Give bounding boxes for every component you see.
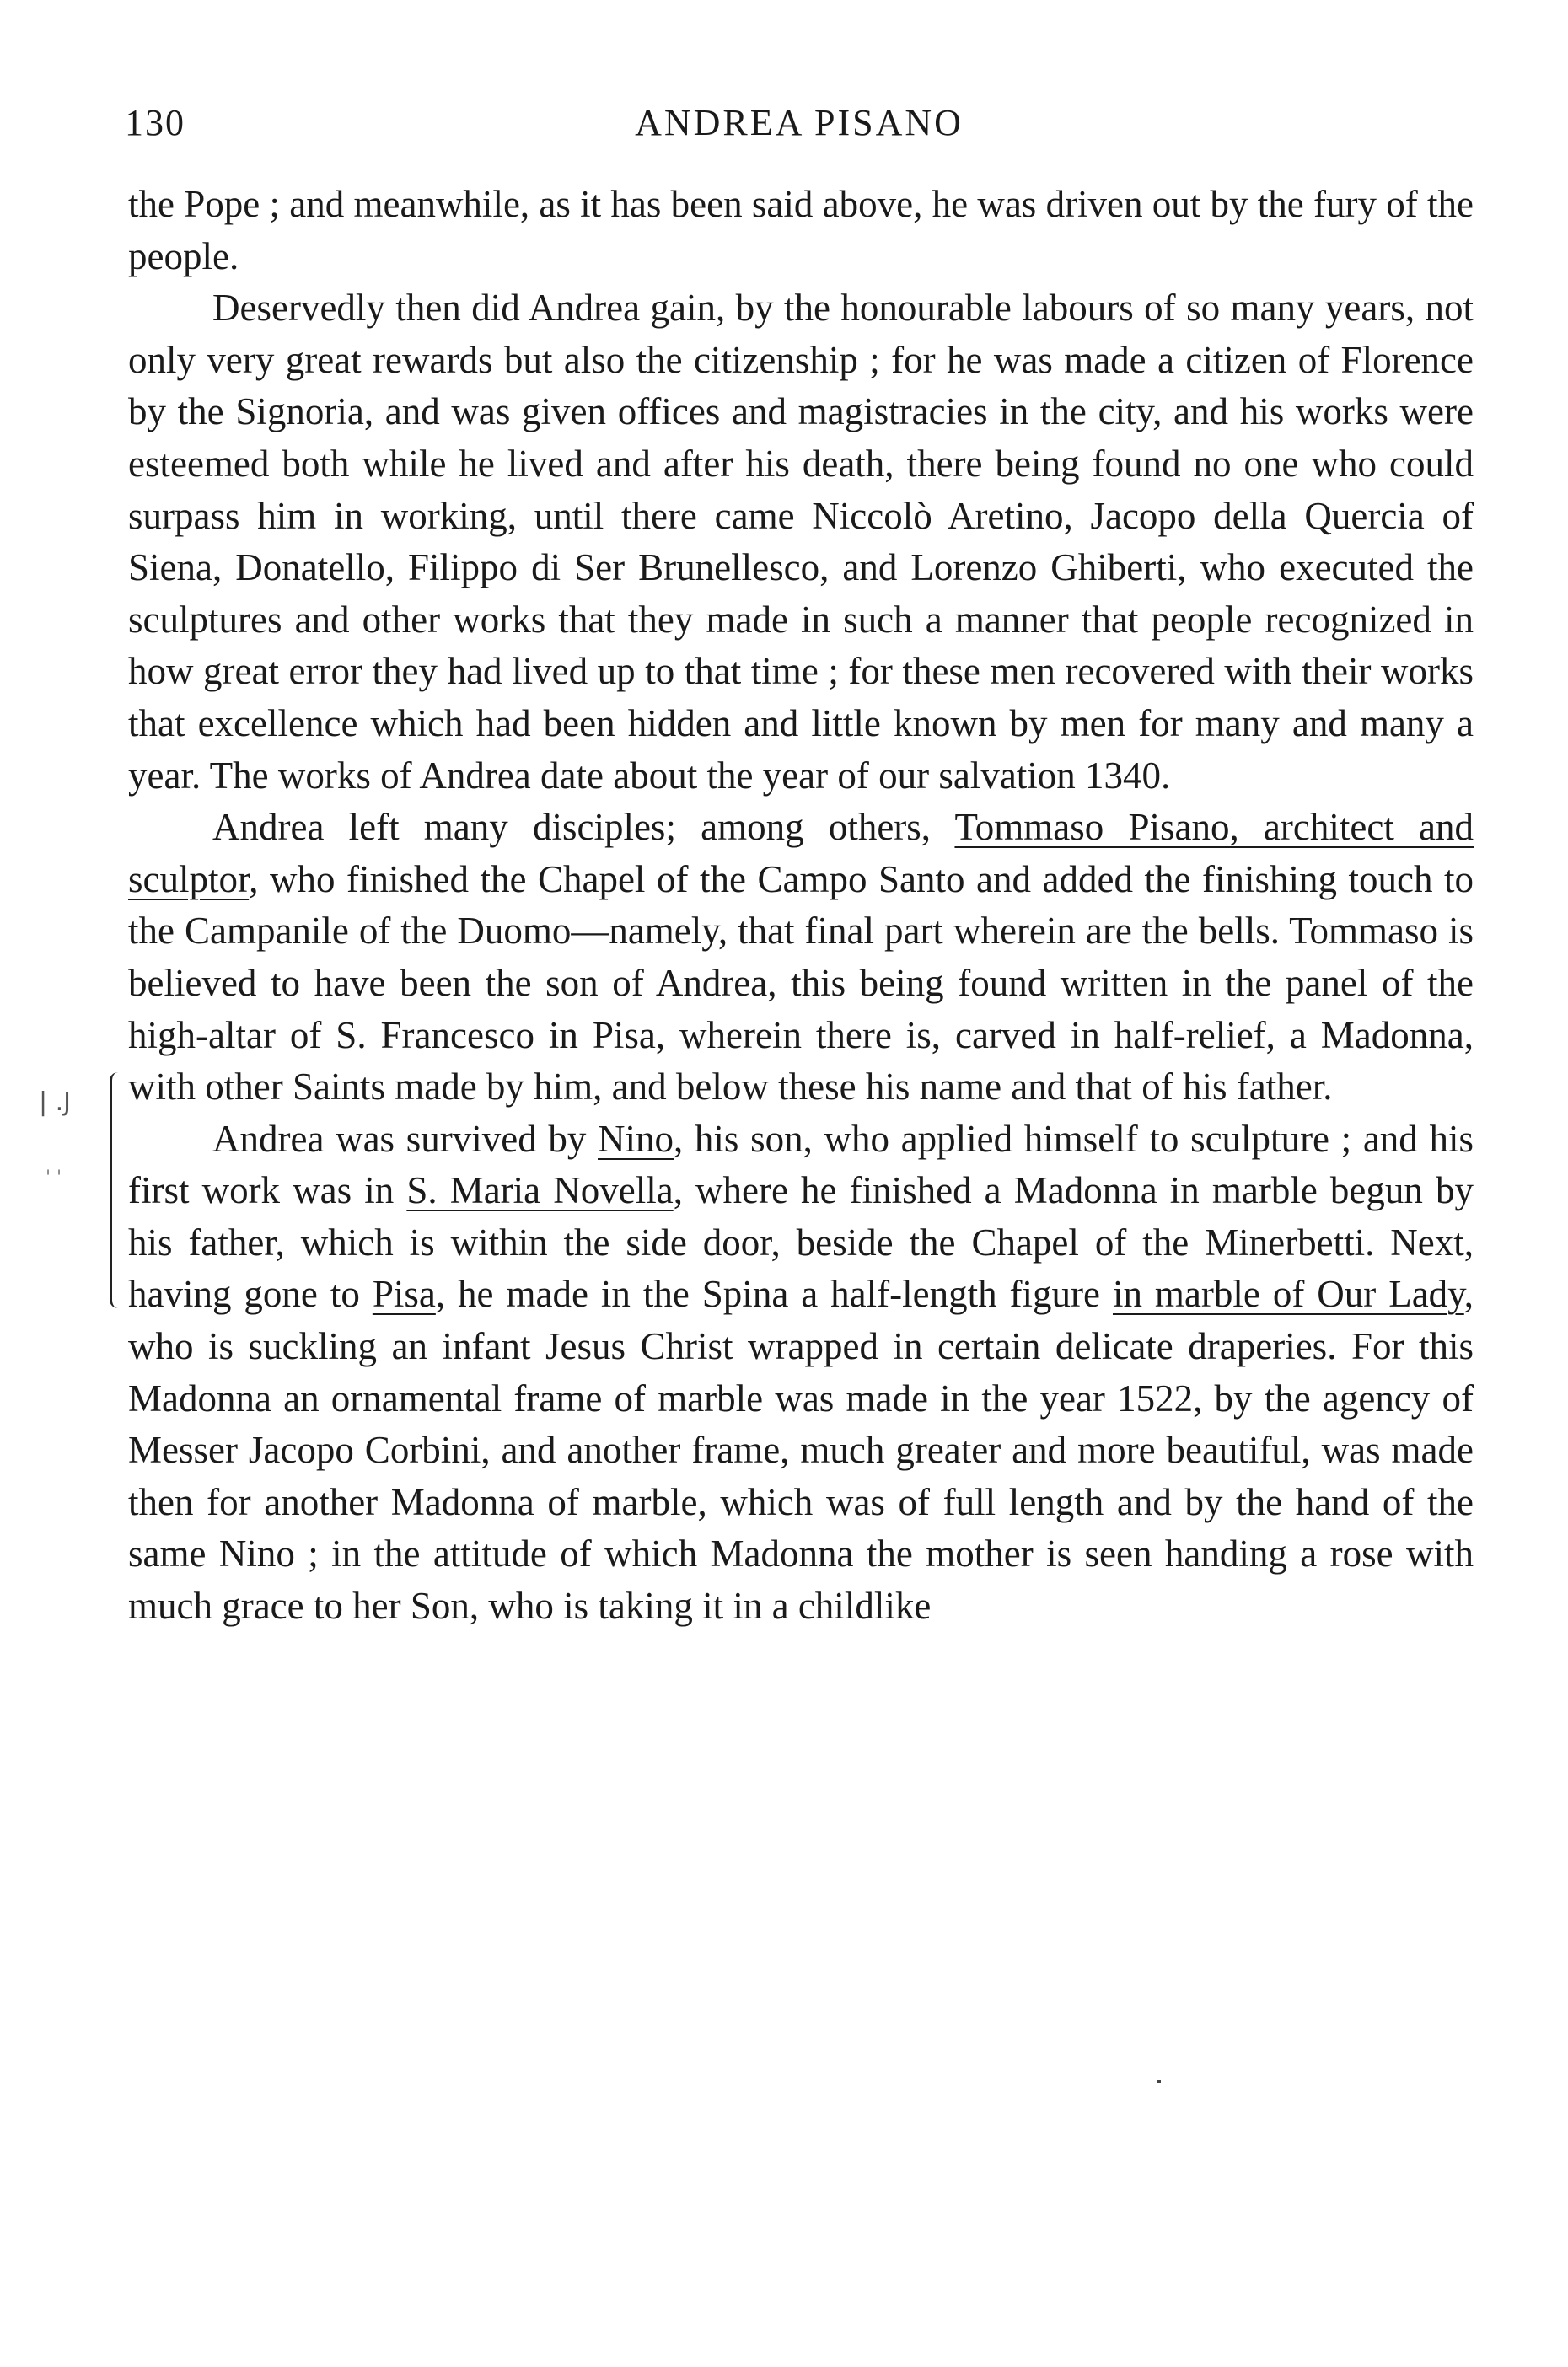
paragraph-4-text: , where he finished a Madonna in marble begun by his father, which is within the side door, beside the Chapel of the Minerbetti. Next, having gone to [128, 1169, 1474, 1316]
paragraph-4 [128, 1114, 1474, 1633]
underlined-phrase: Tommaso Pisano, architect and sculptor [128, 806, 1474, 900]
paragraph-4-text: , he made in the Spina a half-length figure [435, 1273, 1113, 1316]
underlined-phrase: in marble of Our Lady [1112, 1273, 1464, 1316]
paragraph-4-text: Andrea was survived by [212, 1117, 599, 1160]
paragraph-4-text: , who is suckling an infant Jesus Christ wrapped in certain delicate draperies. For this Madonna an ornamental frame of marble was made in the year 1522, by the agency of Messer Jacopo Corbini, and another frame, much greater and more beautiful, was made then for another Madonna of marble, which was of full length and by the hand of the same Nino ; in the attitude of which Madonna the mother is seen handing a rose with much grace to her Son, who is taking it in a childlike [128, 1273, 1474, 1628]
margin-bracket-mark [110, 1072, 126, 1308]
paragraph-2: Deservedly then did Andrea gain, by the honourable labours of so many years, not only very great rewards but also the citizenship ; for he was made a citizen of Florence by the Signoria, and was given offices and magistracies in the city, and his works were esteemed both while he lived and after his death, there being found no one who could surpass him in working, until there came Niccolò Aretino, Jacopo della Quercia of Siena, Donatello, Filippo di Ser Brunellesco, and Lorenzo Ghiberti, who executed the sculptures and other works that they made in such a manner that people recognized in how great error they had lived up to that time ; for these men recovered with their works that excellence which had been hidden and little known by men for many and many a year. The works of Andrea date about the year of our salvation 1340. [128, 287, 1474, 797]
page-number: 130 [125, 102, 185, 143]
body-text [128, 179, 1474, 1633]
stray-ink-mark [1157, 2080, 1161, 2083]
paragraph-4-text: , his son, who applied himself to sculpture ; and his first work was in [128, 1117, 1474, 1212]
margin-annotation: | .J [39, 1087, 72, 1117]
paragraph-3-text: , who finished the Chapel of the Campo Santo and added the finishing touch to the Campanile of the Duomo—namely, that final part wherein are the bells. Tommaso is believed to have been the son of Andrea, this being found written in the panel of the high-altar of S. Francesco in Pisa, wherein there is, carved in half-relief, a Madonna, with other Saints made by him, and below these his name and that of his father. [128, 857, 1474, 1108]
margin-annotation-secondary: ' ' [46, 1167, 62, 1189]
underlined-phrase: Pisa [372, 1273, 436, 1316]
running-head: ANDREA PISANO [635, 102, 964, 143]
paragraph-3 [128, 802, 1474, 1114]
paragraph-3-text: Andrea left many disciples; among others, [212, 806, 955, 849]
page-header [125, 101, 1474, 152]
underlined-phrase: Nino [598, 1117, 674, 1160]
underlined-phrase: S. Maria Novella [406, 1169, 674, 1212]
paragraph-1: the Pope ; and meanwhile, as it has been said above, he was driven out by the fury of the people. [128, 183, 1474, 277]
